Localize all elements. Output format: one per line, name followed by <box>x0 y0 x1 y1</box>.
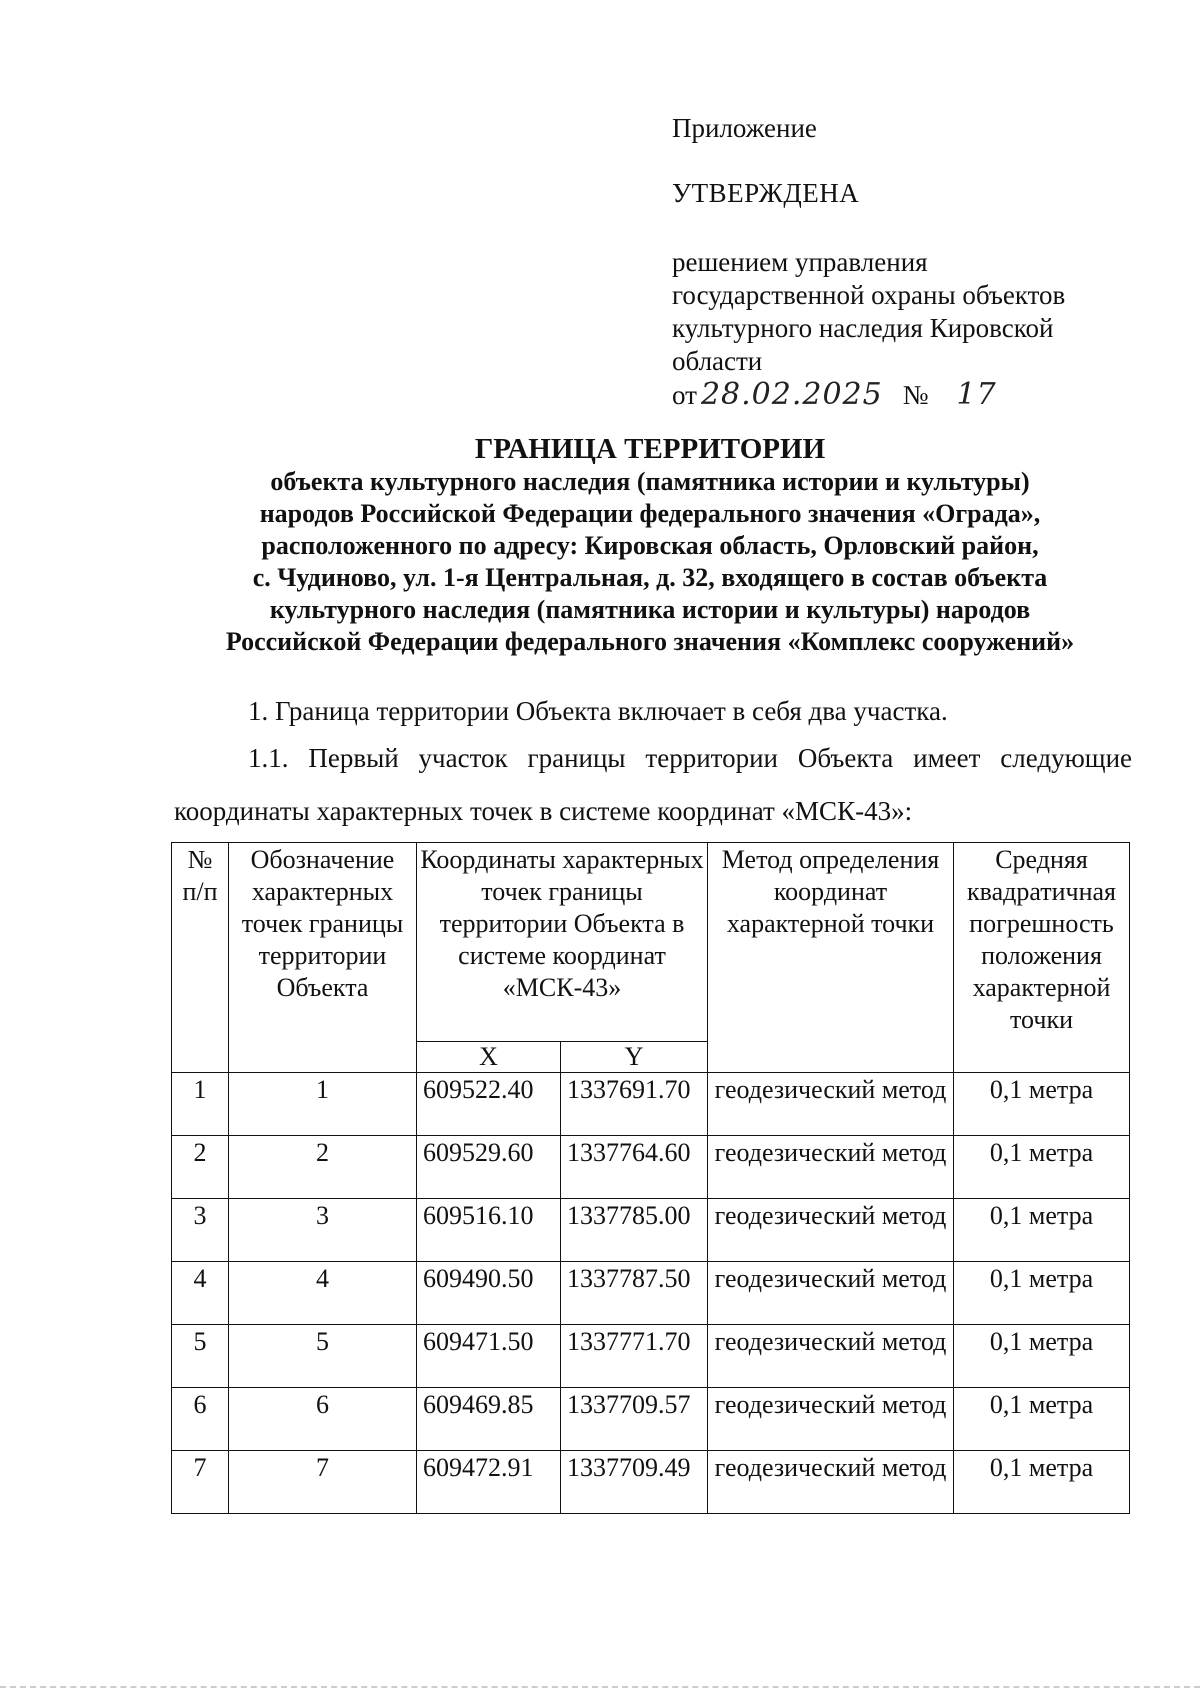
decision-line: государственной охраны объектов <box>672 280 1066 310</box>
cell-num: 3 <box>172 1199 229 1262</box>
appendix-label: Приложение <box>672 113 817 143</box>
cell-y: 1337764.60 <box>561 1136 708 1199</box>
cell-method: геодезический метод <box>708 1136 954 1199</box>
cell-num: 1 <box>172 1073 229 1136</box>
table-row <box>172 1136 1130 1199</box>
cell-method: геодезический метод <box>708 1262 954 1325</box>
header-method: Метод определения координат характерной точки <box>708 843 954 1073</box>
header-y: Y <box>561 1042 708 1073</box>
cell-error: 0,1 метра <box>954 1262 1130 1325</box>
cell-num: 2 <box>172 1136 229 1199</box>
cell-x: 609529.60 <box>417 1136 561 1199</box>
cell-point: 1 <box>229 1073 417 1136</box>
date-prefix: от <box>672 380 697 410</box>
decision-line: культурного наследия Кировской <box>672 313 1054 343</box>
approved-label: УТВЕРЖДЕНА <box>672 178 860 208</box>
cell-x: 609490.50 <box>417 1262 561 1325</box>
heading-subtitle-line: с. Чудиново, ул. 1-я Центральная, д. 32, входящего в состав объекта <box>252 563 1048 592</box>
header-num: № п/п <box>172 843 229 1073</box>
scan-edge-divider <box>0 1686 1200 1690</box>
heading-title: ГРАНИЦА ТЕРРИТОРИИ <box>474 433 826 465</box>
cell-point: 2 <box>229 1136 417 1199</box>
cell-error: 0,1 метра <box>954 1451 1130 1514</box>
heading-subtitle-line: Российской Федерации федерального значения «Комплекс сооружений» <box>225 627 1075 656</box>
table-row <box>172 1451 1130 1514</box>
cell-point: 5 <box>229 1325 417 1388</box>
cell-num: 5 <box>172 1325 229 1388</box>
cell-method: геодезический метод <box>708 1199 954 1262</box>
cell-num: 4 <box>172 1262 229 1325</box>
heading-subtitle-line: расположенного по адресу: Кировская область, Орловский район, <box>261 531 1039 560</box>
paragraph-1: 1. Граница территории Объекта включает в себя два участка. <box>248 696 948 726</box>
cell-x: 609516.10 <box>417 1199 561 1262</box>
cell-y: 1337709.49 <box>561 1451 708 1514</box>
cell-error: 0,1 метра <box>954 1325 1130 1388</box>
heading-subtitle-line: объекта культурного наследия (памятника истории и культуры) <box>270 467 1030 496</box>
cell-x: 609472.91 <box>417 1451 561 1514</box>
cell-method: геодезический метод <box>708 1388 954 1451</box>
cell-x: 609469.85 <box>417 1388 561 1451</box>
cell-point: 7 <box>229 1451 417 1514</box>
cell-x: 609522.40 <box>417 1073 561 1136</box>
cell-point: 6 <box>229 1388 417 1451</box>
cell-error: 0,1 метра <box>954 1073 1130 1136</box>
cell-y: 1337787.50 <box>561 1262 708 1325</box>
paragraph-1-1-line-2: координаты характерных точек в системе координат «МСК-43»: <box>174 796 913 826</box>
decision-line: решением управления <box>672 247 928 277</box>
heading-subtitle-line: культурного наследия (памятника истории и культуры) народов <box>269 595 1031 624</box>
handwritten-number: 17 <box>956 377 997 412</box>
cell-point: 4 <box>229 1262 417 1325</box>
heading-subtitle-line: народов Российской Федерации федерального значения «Ограда», <box>259 499 1041 528</box>
table-row <box>172 1262 1130 1325</box>
cell-x: 609471.50 <box>417 1325 561 1388</box>
header-designation: Обозначение характерных точек границы территории Объекта <box>229 843 417 1073</box>
header-x: X <box>417 1042 561 1073</box>
cell-y: 1337709.57 <box>561 1388 708 1451</box>
cell-error: 0,1 метра <box>954 1388 1130 1451</box>
cell-method: геодезический метод <box>708 1451 954 1514</box>
cell-y: 1337785.00 <box>561 1199 708 1262</box>
cell-num: 6 <box>172 1388 229 1451</box>
cell-y: 1337771.70 <box>561 1325 708 1388</box>
handwritten-date: 28.02.2025 <box>700 377 883 412</box>
table-row <box>172 1073 1130 1136</box>
cell-error: 0,1 метра <box>954 1199 1130 1262</box>
header-coordinates: Координаты характерных точек границы территории Объекта в системе координат «МСК-43» <box>417 843 708 1042</box>
paragraph-1-1-line-1: 1.1. Первый участок границы территории Объекта имеет следующие <box>248 743 1132 773</box>
cell-num: 7 <box>172 1451 229 1514</box>
cell-point: 3 <box>229 1199 417 1262</box>
table-row <box>172 1388 1130 1451</box>
number-sign: № <box>902 380 929 410</box>
coordinates-table <box>171 842 1130 1514</box>
approval-block <box>672 112 1132 412</box>
cell-y: 1337691.70 <box>561 1073 708 1136</box>
cell-error: 0,1 метра <box>954 1136 1130 1199</box>
document-heading <box>150 432 1150 658</box>
date-number-line <box>672 378 1132 412</box>
header-error: Средняя квадратичная погрешность положения характерной точки <box>954 843 1130 1073</box>
table-row <box>172 1199 1130 1262</box>
cell-method: геодезический метод <box>708 1325 954 1388</box>
table-row <box>172 1325 1130 1388</box>
decision-line: области <box>672 346 763 376</box>
cell-method: геодезический метод <box>708 1073 954 1136</box>
